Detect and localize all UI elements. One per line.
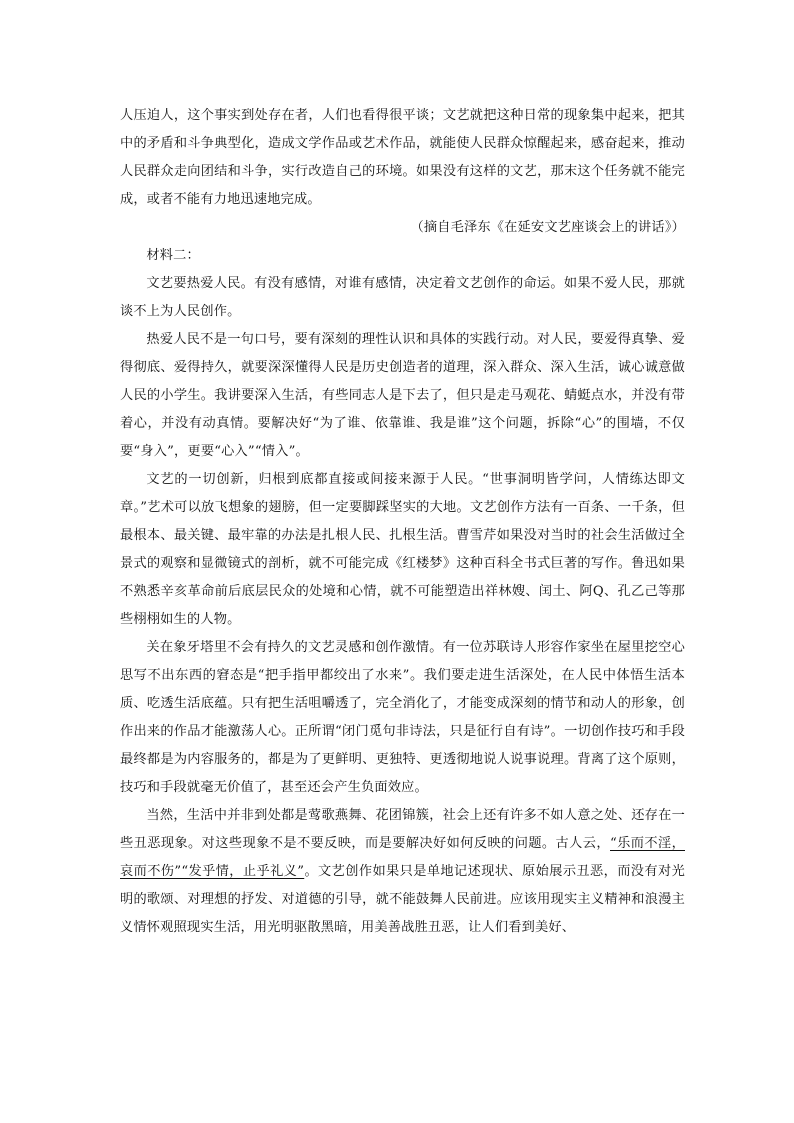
- paragraph-5: 关在象牙塔里不会有持久的文艺灵感和创作激情。有一位苏联诗人形容作家坐在屋里挖空心思写不出东西的窘态是“把手指甲都绞出了水来”。我们要走进生活深处，在人民中体悟生活本质、吃透生活底蕴。只有把生活咀嚼透了，完全消化了，才能变成深刻的情节和动人的形象，创作出来的作品才能激荡人心。正所谓“闭门觅句非诗法，只是征行自有诗”。一切创作技巧和手段最终都是为内容服务的，都是为了更鲜明、更独特、更透彻地说人说事说理。背离了这个原则，技巧和手段就毫无价值了，甚至还会产生负面效应。: [120, 640, 685, 795]
- paragraph-6-part-2: 。文艺创作如果只是单地记述现状、原始展示丑恶，而没有对光明的歌颂、对理想的抒发、对道德的引导，就不能鼓舞人民前进。应该用现实主义精神和浪漫主义情怀观照现实生活，用光明驱散黑暗，用美善战胜丑恶，让人们看到美好、: [120, 864, 685, 935]
- paragraph-2: 文艺要热爱人民。有没有感情，对谁有感情，决定着文艺创作的命运。如果不爱人民，那就谈不上为人民创作。: [120, 276, 685, 319]
- paragraph-4: 文艺的一切创新，归根到底都直接或间接来源于人民。“世事洞明皆学问，人情练达即文章。”艺术可以放飞想象的翅膀，但一定要脚踩坚实的大地。文艺创作方法有一百条、一千条，但最根本、最关键、最牢靠的办法是扎根人民、扎根生活。曹雪芹如果没对当时的社会生活做过全景式的观察和显微镜式的剖析，就不可能完成《红楼梦》这种百科全书式巨著的写作。鲁迅如果不熟悉辛亥革命前后底层民众的处境和心情，就不可能塑造出祥林嫂、闰土、阿Q、孔乙己等那些栩栩如生的人物。: [120, 472, 685, 627]
- section-heading: 材料二：: [146, 248, 200, 263]
- paragraph-1: 人压迫人，这个事实到处存在者，人们也看得很平谈；文艺就把这种日常的现象集中起来，把其中的矛盾和斗争典型化，造成文学作品或艺术作品，就能使人民群众惊醒起来，感奋起来，推动人民群众走向团结和斗争，实行改造自己的环境。如果没有这样的文艺，那末这个任务就不能完成，或者不能有力地迅速地完成。: [120, 108, 685, 207]
- paragraph-6-part-1: 当然，生活中并非到处都是莺歌燕舞、花团锦簇，社会上还有许多不如人意之处、还存在一些丑恶现象。对这些现象不是不要反映，而是要解决好如何反映的问题。古人云，: [120, 808, 685, 851]
- underlined-quote: “乐而不淫，哀而不伤”“发乎情，止乎礼义”: [120, 836, 685, 879]
- paragraph-3: 热爱人民不是一句口号，要有深刻的理性认识和具体的实践行动。对人民，要爱得真挚、爱得彻底、爱得持久，就要深深懂得人民是历史创造者的道理，深入群众、深入生活，诚心诚意做人民的小学生。我讲要深入生活，有些同志人是下去了，但只是走马观花、蜻蜓点水，并没有带着心，并没有动真情。要解决好“为了谁、依靠谁、我是谁”这个问题，拆除“心”的围墙，不仅要“身入”，更要“心入”“情入”。: [120, 332, 685, 459]
- document-body: [120, 102, 685, 942]
- paragraph-6: [120, 802, 685, 942]
- source-citation: （摘自毛泽东《在延安文艺座谈会上的讲话》）: [410, 220, 685, 235]
